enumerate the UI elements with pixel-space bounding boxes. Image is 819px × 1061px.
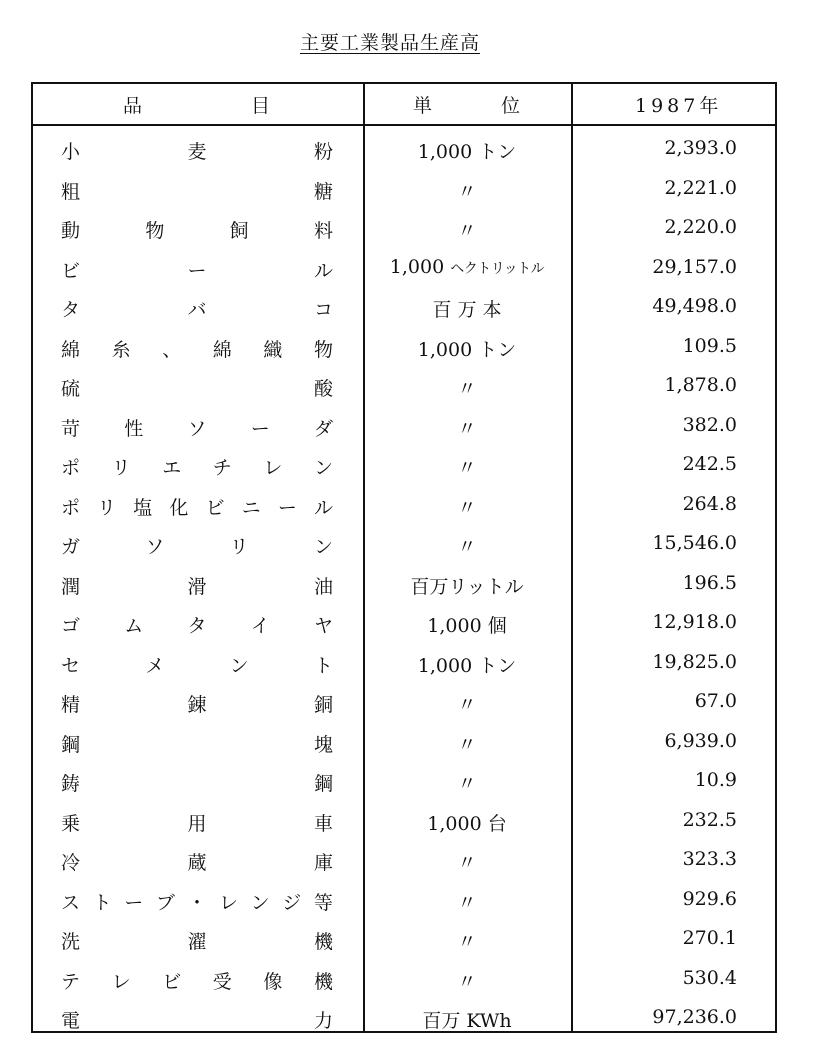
- item-name: ポ リ 塩 化 ビ ニ ー ル: [61, 496, 333, 519]
- table-row: [33, 368, 775, 408]
- value-cell: 382.0: [682, 413, 737, 436]
- unit-cell: 〃: [457, 536, 477, 558]
- table-row: [33, 526, 775, 566]
- unit-cell: 百万 KWh: [422, 1010, 512, 1032]
- value-cell: 67.0: [694, 690, 737, 712]
- table-row: [33, 842, 775, 882]
- value-cell: 232.5: [682, 808, 737, 831]
- value-cell: 19,825.0: [652, 650, 737, 673]
- unit-cell: 〃: [457, 378, 477, 400]
- item-name: タ バ コ: [61, 299, 333, 321]
- unit-cell: 〃: [457, 496, 477, 519]
- item-name: 鋼 塊: [61, 733, 333, 756]
- header-unit-label: 位: [501, 95, 521, 117]
- unit-cell: 1,000 個: [427, 615, 507, 637]
- unit-cell: 〃: [457, 852, 477, 874]
- table-row: [33, 882, 775, 922]
- unit-cell: 〃: [457, 891, 477, 914]
- value-cell: 2,220.0: [664, 216, 737, 238]
- table-row: [33, 250, 775, 290]
- unit-cell: 1,000 トン: [417, 338, 517, 361]
- item-name: ポ リ エ チ レ ン: [61, 457, 333, 479]
- unit-cell: 〃: [457, 180, 477, 203]
- item-name: ビ ー ル: [61, 259, 333, 282]
- header-unit-label: 単: [413, 95, 433, 117]
- value-cell: 29,157.0: [652, 255, 737, 278]
- table-row: [33, 684, 775, 724]
- value-cell: 10.9: [694, 769, 737, 791]
- unit-cell: 〃: [457, 931, 477, 953]
- table-row: [33, 171, 775, 211]
- unit-cell: 〃: [457, 457, 477, 479]
- value-cell: 12,918.0: [652, 611, 737, 633]
- item-name: 潤 滑 油: [61, 575, 333, 598]
- table-row: [33, 408, 775, 448]
- item-name: ゴ ム タ イ ヤ: [61, 615, 333, 637]
- table-row: [33, 1000, 775, 1040]
- page-title: 主要工業製品生産高: [300, 32, 481, 54]
- header-item-label: 品: [123, 95, 143, 117]
- unit-cell: 1,000 トン: [417, 654, 517, 677]
- value-cell: 6,939.0: [664, 729, 737, 752]
- item-name: 乗 用 車: [61, 812, 333, 835]
- table-row: [33, 645, 775, 685]
- table-row: [33, 131, 775, 171]
- table-body: [33, 131, 775, 1040]
- table-row: [33, 210, 775, 250]
- production-table: [31, 82, 777, 1033]
- item-name: 冷 蔵 庫: [61, 852, 333, 874]
- item-name: ス ト ー ブ ・ レ ン ジ 等: [61, 891, 333, 914]
- unit-cell: 1,000 トン: [417, 141, 517, 163]
- value-cell: 49,498.0: [652, 295, 737, 317]
- table-row: [33, 289, 775, 329]
- header-divider: [33, 124, 775, 126]
- item-name: 小 麦 粉: [61, 141, 333, 163]
- value-cell: 242.5: [682, 453, 737, 475]
- value-cell: 530.4: [682, 966, 737, 989]
- unit-cell: 〃: [457, 694, 477, 716]
- value-cell: 109.5: [682, 334, 737, 357]
- item-name: セ メ ン ト: [61, 654, 333, 677]
- item-name: 動 物 飼 料: [61, 220, 333, 242]
- value-cell: 323.3: [682, 848, 737, 870]
- table-row: [33, 447, 775, 487]
- item-name: 電 力: [61, 1010, 333, 1032]
- table-row: [33, 763, 775, 803]
- table-row: [33, 803, 775, 843]
- unit-cell: 〃: [457, 733, 477, 756]
- table-row: [33, 921, 775, 961]
- item-name: 苛 性 ソ ー ダ: [61, 417, 333, 440]
- unit-cell: 〃: [457, 417, 477, 440]
- item-name: 鋳 鋼: [61, 773, 333, 795]
- table-row: [33, 605, 775, 645]
- value-cell: 1,878.0: [664, 374, 737, 396]
- item-name: 精 錬 銅: [61, 694, 333, 716]
- unit-cell: 〃: [457, 970, 477, 993]
- value-cell: 2,393.0: [664, 137, 737, 159]
- value-cell: 2,221.0: [664, 176, 737, 199]
- header-item-label: 目: [251, 95, 271, 117]
- unit-cell: 百万リットル: [410, 575, 524, 598]
- value-cell: 97,236.0: [652, 1006, 737, 1028]
- value-cell: 270.1: [682, 927, 737, 949]
- value-cell: 15,546.0: [652, 532, 737, 554]
- unit-cell: 〃: [457, 773, 477, 795]
- table-row: [33, 961, 775, 1001]
- unit-cell: 〃: [457, 220, 477, 242]
- item-name: ガ ソ リ ン: [61, 536, 333, 558]
- item-name: 硫 酸: [61, 378, 333, 400]
- table-header: [33, 84, 775, 124]
- item-name: テ レ ビ 受 像 機: [61, 970, 333, 993]
- item-name: 粗 糖: [61, 180, 333, 203]
- header-year-label: 1987年: [635, 95, 723, 117]
- table-row: [33, 487, 775, 527]
- value-cell: 196.5: [682, 571, 737, 594]
- unit-cell: 1,000 ヘクトリットル: [389, 255, 545, 278]
- table-row: [33, 724, 775, 764]
- item-name: 綿 糸 、 綿 織 物: [61, 338, 333, 361]
- unit-cell: 百 万 本: [432, 299, 502, 321]
- value-cell: 929.6: [682, 887, 737, 910]
- table-row: [33, 566, 775, 606]
- value-cell: 264.8: [682, 492, 737, 515]
- table-row: [33, 329, 775, 369]
- unit-cell: 1,000 台: [427, 812, 507, 835]
- item-name: 洗 濯 機: [61, 931, 333, 953]
